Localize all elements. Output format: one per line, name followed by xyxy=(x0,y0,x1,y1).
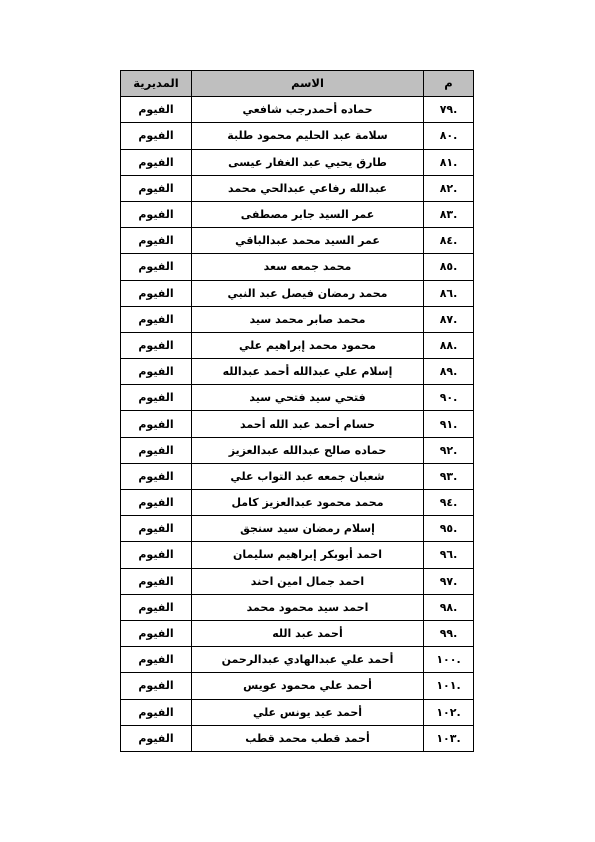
row-directorate: الفيوم xyxy=(121,647,192,673)
row-name: محمد جمعه سعد xyxy=(192,254,424,280)
table-row xyxy=(121,463,474,489)
row-number: .٩٧ xyxy=(424,568,474,594)
row-directorate: الفيوم xyxy=(121,463,192,489)
row-directorate: الفيوم xyxy=(121,359,192,385)
table-row xyxy=(121,149,474,175)
row-name: عمر السيد جابر مصطفى xyxy=(192,201,424,227)
row-name: أحمد علي عبدالهادي عبدالرحمن xyxy=(192,647,424,673)
row-directorate: الفيوم xyxy=(121,332,192,358)
row-name: عمر السيد محمد عبدالباقي xyxy=(192,228,424,254)
table-row xyxy=(121,228,474,254)
row-number: .٨٨ xyxy=(424,332,474,358)
table-row xyxy=(121,332,474,358)
row-name: احمد جمال امين احند xyxy=(192,568,424,594)
row-name: عبدالله رفاعي عبدالحي محمد xyxy=(192,175,424,201)
table-row xyxy=(121,123,474,149)
row-directorate: الفيوم xyxy=(121,201,192,227)
table-row xyxy=(121,490,474,516)
table-row xyxy=(121,306,474,332)
row-number: .٨٠ xyxy=(424,123,474,149)
row-number: .٩٤ xyxy=(424,490,474,516)
row-number: .٩٩ xyxy=(424,620,474,646)
row-directorate: الفيوم xyxy=(121,725,192,751)
table-row xyxy=(121,201,474,227)
row-directorate: الفيوم xyxy=(121,123,192,149)
table-row xyxy=(121,411,474,437)
row-name: محمد صابر محمد سيد xyxy=(192,306,424,332)
row-name: أحمد عبد الله xyxy=(192,620,424,646)
header-number: م xyxy=(424,71,474,97)
table-row xyxy=(121,594,474,620)
row-number: .٨٥ xyxy=(424,254,474,280)
row-name: إسلام رمضان سيد سنجق xyxy=(192,516,424,542)
table-row xyxy=(121,725,474,751)
roster-table xyxy=(120,70,474,752)
row-number: .١٠٣ xyxy=(424,725,474,751)
row-directorate: الفيوم xyxy=(121,175,192,201)
header-name: الاسم xyxy=(192,71,424,97)
row-directorate: الفيوم xyxy=(121,149,192,175)
row-number: .٨١ xyxy=(424,149,474,175)
row-number: .٩٠ xyxy=(424,385,474,411)
row-directorate: الفيوم xyxy=(121,542,192,568)
row-directorate: الفيوم xyxy=(121,228,192,254)
table-row xyxy=(121,437,474,463)
row-directorate: الفيوم xyxy=(121,385,192,411)
row-directorate: الفيوم xyxy=(121,516,192,542)
row-name: حماده أحمدرجب شافعي xyxy=(192,97,424,123)
row-directorate: الفيوم xyxy=(121,437,192,463)
table-body xyxy=(121,97,474,752)
row-name: أحمد عيد يونس علي xyxy=(192,699,424,725)
row-name: احمد سيد محمود محمد xyxy=(192,594,424,620)
row-directorate: الفيوم xyxy=(121,254,192,280)
row-name: محمد محمود عبدالعزيز كامل xyxy=(192,490,424,516)
table-row xyxy=(121,254,474,280)
row-directorate: الفيوم xyxy=(121,568,192,594)
row-directorate: الفيوم xyxy=(121,97,192,123)
row-number: .٩٢ xyxy=(424,437,474,463)
row-number: .٩٥ xyxy=(424,516,474,542)
table-row xyxy=(121,516,474,542)
row-name: حماده صالح عبدالله عبدالعزيز xyxy=(192,437,424,463)
row-name: سلامة عبد الحليم محمود طلبة xyxy=(192,123,424,149)
row-number: .٩١ xyxy=(424,411,474,437)
row-directorate: الفيوم xyxy=(121,280,192,306)
table-row xyxy=(121,673,474,699)
row-name: أحمد قطب محمد قطب xyxy=(192,725,424,751)
table-row xyxy=(121,699,474,725)
row-number: .٧٩ xyxy=(424,97,474,123)
row-directorate: الفيوم xyxy=(121,490,192,516)
row-name: إسلام علي عبدالله أحمد عبدالله xyxy=(192,359,424,385)
row-number: .٩٣ xyxy=(424,463,474,489)
header-directorate: المديرية xyxy=(121,71,192,97)
row-number: .١٠٠ xyxy=(424,647,474,673)
row-directorate: الفيوم xyxy=(121,673,192,699)
table-header-row xyxy=(121,71,474,97)
row-name: احمد أبوبكر إبراهيم سليمان xyxy=(192,542,424,568)
table-row xyxy=(121,175,474,201)
row-number: .٨٤ xyxy=(424,228,474,254)
table-row xyxy=(121,647,474,673)
row-name: طارق يحيي عبد الغفار عيسى xyxy=(192,149,424,175)
row-number: .٨٦ xyxy=(424,280,474,306)
row-name: محمود محمد إبراهيم علي xyxy=(192,332,424,358)
row-number: .٨٢ xyxy=(424,175,474,201)
row-directorate: الفيوم xyxy=(121,306,192,332)
row-name: فتحي سيد فتحي سيد xyxy=(192,385,424,411)
table-row xyxy=(121,280,474,306)
table-row xyxy=(121,385,474,411)
table-row xyxy=(121,97,474,123)
row-number: .١٠١ xyxy=(424,673,474,699)
table-row xyxy=(121,568,474,594)
row-number: .١٠٢ xyxy=(424,699,474,725)
row-directorate: الفيوم xyxy=(121,594,192,620)
table-row xyxy=(121,359,474,385)
row-directorate: الفيوم xyxy=(121,620,192,646)
row-name: شعبان جمعه عبد التواب علي xyxy=(192,463,424,489)
table-row xyxy=(121,620,474,646)
row-number: .٨٧ xyxy=(424,306,474,332)
row-name: حسام أحمد عبد الله أحمد xyxy=(192,411,424,437)
row-number: .٨٣ xyxy=(424,201,474,227)
row-number: .٩٨ xyxy=(424,594,474,620)
table-row xyxy=(121,542,474,568)
row-name: محمد رمضان فيصل عبد النبي xyxy=(192,280,424,306)
row-directorate: الفيوم xyxy=(121,699,192,725)
row-directorate: الفيوم xyxy=(121,411,192,437)
row-name: أحمد علي محمود عويس xyxy=(192,673,424,699)
row-number: .٩٦ xyxy=(424,542,474,568)
row-number: .٨٩ xyxy=(424,359,474,385)
